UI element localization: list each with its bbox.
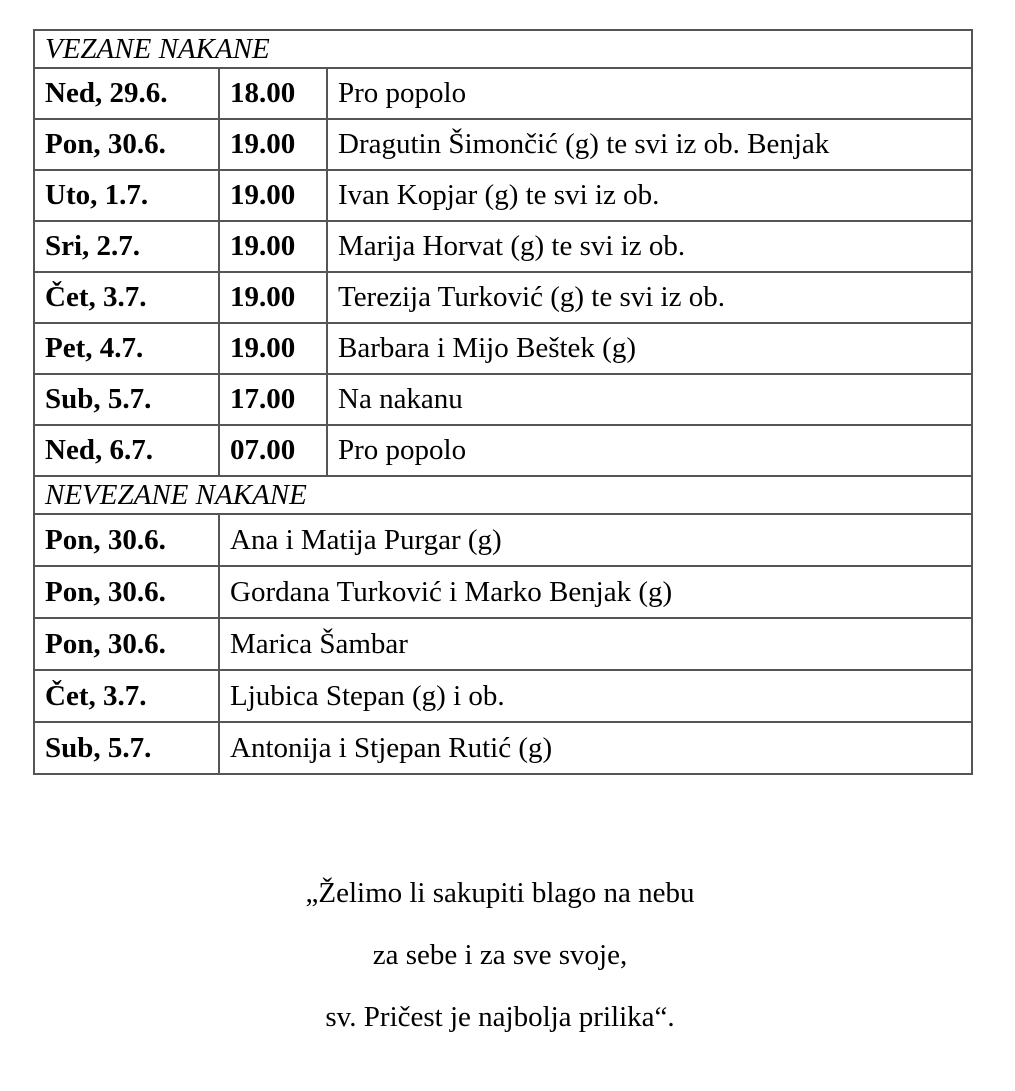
intention-cell: Marica Šambar (219, 618, 972, 670)
free-intentions-heading: NEVEZANE NAKANE (34, 476, 972, 514)
intentions-table (33, 29, 973, 775)
table-row (34, 514, 972, 566)
time-cell: 19.00 (219, 170, 327, 221)
intention-cell: Terezija Turković (g) te svi iz ob. (327, 272, 972, 323)
time-cell: 17.00 (219, 374, 327, 425)
table-row (34, 272, 972, 323)
table-row (34, 221, 972, 272)
table-row (34, 618, 972, 670)
closing-quote (0, 862, 1000, 1048)
table-row (34, 374, 972, 425)
intention-cell: Pro popolo (327, 425, 972, 476)
day-cell: Sri, 2.7. (34, 221, 219, 272)
day-cell: Pon, 30.6. (34, 566, 219, 618)
quote-line: „Želimo li sakupiti blago na nebu (305, 877, 695, 909)
day-cell: Uto, 1.7. (34, 170, 219, 221)
table-row (34, 566, 972, 618)
time-cell: 19.00 (219, 323, 327, 374)
time-cell: 18.00 (219, 68, 327, 119)
quote-line: sv. Pričest je najbolja prilika“. (325, 1001, 675, 1033)
intention-cell: Barbara i Mijo Beštek (g) (327, 323, 972, 374)
intention-cell: Ivan Kopjar (g) te svi iz ob. (327, 170, 972, 221)
table-row (34, 323, 972, 374)
intention-cell: Gordana Turković i Marko Benjak (g) (219, 566, 972, 618)
intention-cell: Na nakanu (327, 374, 972, 425)
fixed-intentions-heading: VEZANE NAKANE (34, 30, 972, 68)
table-row (34, 119, 972, 170)
time-cell: 19.00 (219, 119, 327, 170)
day-cell: Pon, 30.6. (34, 618, 219, 670)
day-cell: Čet, 3.7. (34, 272, 219, 323)
day-cell: Pet, 4.7. (34, 323, 219, 374)
intention-cell: Marija Horvat (g) te svi iz ob. (327, 221, 972, 272)
day-cell: Sub, 5.7. (34, 722, 219, 774)
time-cell: 07.00 (219, 425, 327, 476)
intention-cell: Ljubica Stepan (g) i ob. (219, 670, 972, 722)
time-cell: 19.00 (219, 272, 327, 323)
day-cell: Ned, 29.6. (34, 68, 219, 119)
table-row (34, 722, 972, 774)
time-cell: 19.00 (219, 221, 327, 272)
section-heading-row (34, 476, 972, 514)
intention-cell: Dragutin Šimončić (g) te svi iz ob. Benjak (327, 119, 972, 170)
intention-cell: Ana i Matija Purgar (g) (219, 514, 972, 566)
table-row (34, 670, 972, 722)
table-row (34, 170, 972, 221)
day-cell: Pon, 30.6. (34, 514, 219, 566)
table-row (34, 425, 972, 476)
table-row (34, 68, 972, 119)
section-heading-row (34, 30, 972, 68)
day-cell: Čet, 3.7. (34, 670, 219, 722)
intention-cell: Antonija i Stjepan Rutić (g) (219, 722, 972, 774)
quote-line: za sebe i za sve svoje, (372, 939, 628, 971)
day-cell: Sub, 5.7. (34, 374, 219, 425)
day-cell: Pon, 30.6. (34, 119, 219, 170)
day-cell: Ned, 6.7. (34, 425, 219, 476)
intention-cell: Pro popolo (327, 68, 972, 119)
